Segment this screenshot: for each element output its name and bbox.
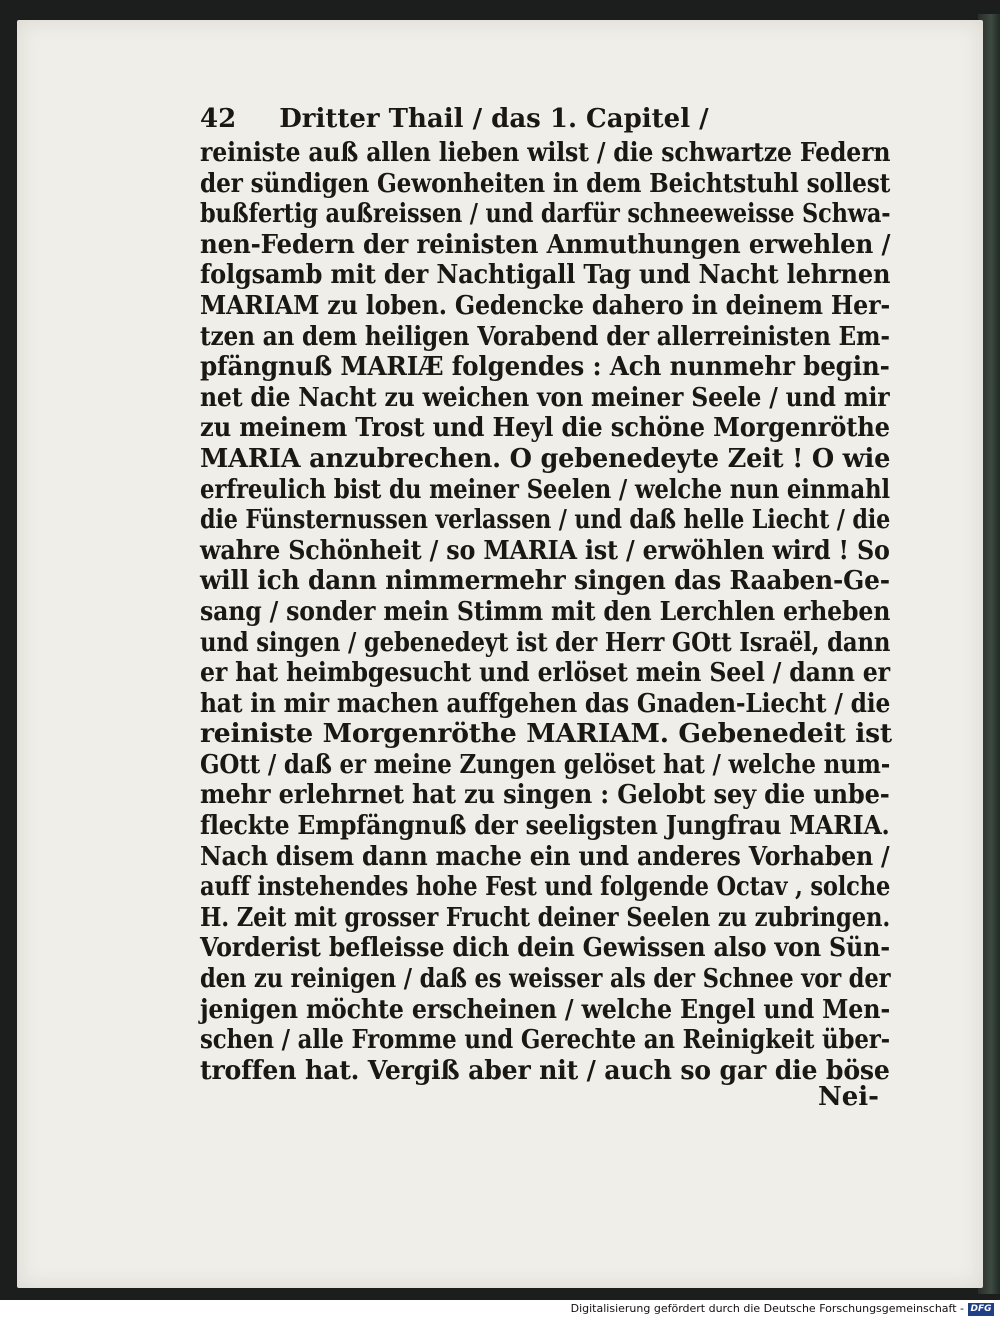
text-line: MARIAM zu loben. Gedencke dahero in deinem Her- bbox=[200, 289, 891, 321]
text-line: und singen / gebenedeyt ist der Herr GOtt Israël, dann bbox=[200, 626, 891, 658]
text-line: pfängnuß MARIÆ folgendes : Ach nunmehr begin- bbox=[200, 351, 890, 383]
text-line: net die Nacht zu weichen von meiner Seele / und mir bbox=[200, 381, 890, 413]
text-line: erfreulich bist du meiner Seelen / welche nun einmahl bbox=[200, 473, 890, 505]
text-line: H. Zeit mit grosser Frucht deiner Seelen zu zubringen. bbox=[200, 901, 891, 933]
text-line: zu meinem Trost und Heyl die schöne Morgenröthe bbox=[200, 412, 890, 444]
dfg-logo[interactable]: DFG bbox=[968, 1303, 994, 1316]
text-line: nen-Federn der reinisten Anmuthungen erwehlen / bbox=[200, 228, 891, 260]
text-line: tzen an dem heiligen Vorabend der allerreinisten Em- bbox=[200, 320, 890, 352]
footer-bar bbox=[0, 1300, 1000, 1319]
text-line: sang / sonder mein Stimm mit den Lerchlen erheben bbox=[200, 595, 891, 627]
page-number: 42 bbox=[200, 104, 237, 134]
text-line: MARIA anzubrechen. O gebenedeyte Zeit ! O wie bbox=[200, 442, 891, 474]
text-line: der sündigen Gewonheiten in dem Beichtstuhl sollest bbox=[200, 167, 891, 199]
text-line: den zu reinigen / daß es weisser als der Schnee vor der bbox=[200, 963, 891, 995]
text-line: folgsamb mit der Nachtigall Tag und Nacht lehrnen bbox=[200, 259, 891, 291]
text-line: troffen hat. Vergiß aber nit / auch so gar die böse bbox=[200, 1054, 890, 1086]
text-line: wahre Schönheit / so MARIA ist / erwöhlen wird ! So bbox=[200, 534, 890, 566]
text-line: schen / alle Fromme und Gerechte an Reinigkeit über- bbox=[200, 1024, 890, 1056]
text-line: hat in mir machen auffgehen das Gnaden-Liecht / die bbox=[200, 687, 891, 719]
text-line: GOtt / daß er meine Zungen gelöset hat / welche num- bbox=[200, 748, 891, 780]
running-title: Dritter Thail / das 1. Capitel / bbox=[279, 104, 709, 134]
catchword: Nei- bbox=[818, 1082, 879, 1112]
text-line: Nach disem dann mache ein und anderes Vorhaben / bbox=[200, 840, 890, 872]
text-line: fleckte Empfängnuß der seeligsten Jungfrau MARIA. bbox=[200, 810, 890, 842]
text-line: jenigen möchte erscheinen / welche Engel und Men- bbox=[200, 993, 891, 1025]
text-line: die Fünsternussen verlassen / und daß helle Liecht / die bbox=[200, 504, 891, 536]
text-line: auff instehendes hohe Fest und folgende Octav , solche bbox=[200, 871, 891, 903]
text-line: reiniste Morgenröthe MARIAM. Gebenedeit ist bbox=[200, 718, 893, 750]
funding-credit: Digitalisierung gefördert durch die Deutsche Forschungsgemeinschaft - bbox=[570, 1302, 964, 1315]
text-line: bußfertig außreissen / und darfür schneeweisse Schwa- bbox=[200, 198, 891, 230]
text-line: reiniste auß allen lieben wilst / die schwartze Federn bbox=[200, 137, 891, 168]
body-text bbox=[200, 137, 893, 1086]
text-line: mehr erlehrnet hat zu singen : Gelobt sey die unbe- bbox=[200, 779, 890, 811]
text-line: Vorderist befleisse dich dein Gewissen also von Sün- bbox=[200, 932, 890, 964]
text-line: er hat heimbgesucht und erlöset mein Seel / dann er bbox=[200, 657, 890, 689]
text-line: will ich dann nimmermehr singen das Raaben-Ge- bbox=[200, 565, 890, 597]
